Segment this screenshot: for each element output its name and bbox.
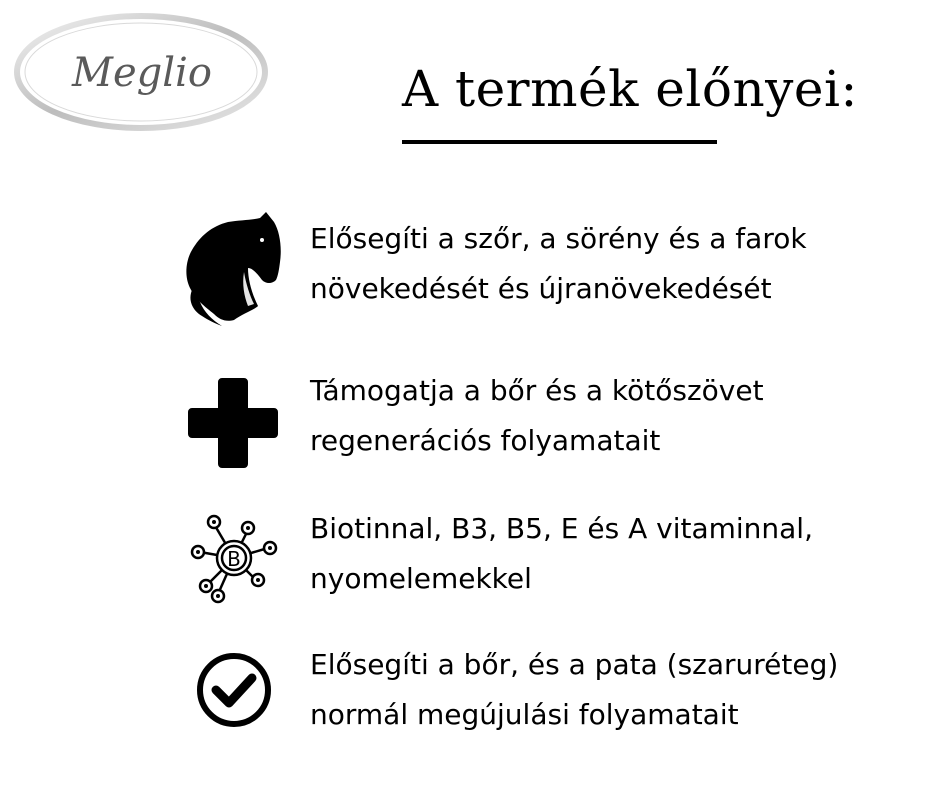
medical-cross-icon bbox=[182, 372, 292, 492]
page-title: A termék előnyei: bbox=[402, 60, 858, 118]
benefit-text bbox=[310, 640, 930, 740]
benefit-text bbox=[310, 366, 930, 466]
benefit-line: regenerációs folyamatait bbox=[310, 424, 661, 457]
benefit-line: nyomelemekkel bbox=[310, 562, 532, 595]
checkmark-circle-icon bbox=[182, 646, 292, 766]
benefit-line: Elősegíti a bőr, és a pata (szaruréteg) bbox=[310, 648, 839, 681]
benefit-text bbox=[310, 214, 930, 314]
benefit-line: növekedését és újranövekedését bbox=[310, 272, 772, 305]
vitamin-b-molecule-icon bbox=[182, 510, 292, 630]
svg-text:B: B bbox=[227, 547, 241, 571]
logo-text: Meglio bbox=[72, 50, 212, 96]
benefit-line: Támogatja a bőr és a kötőszövet bbox=[310, 374, 764, 407]
benefit-text bbox=[310, 504, 930, 604]
benefit-line: normál megújulási folyamatait bbox=[310, 698, 739, 731]
meglio-logo bbox=[12, 12, 270, 132]
benefit-line: Elősegíti a szőr, a sörény és a farok bbox=[310, 222, 807, 255]
horse-head-icon bbox=[182, 210, 292, 330]
benefit-line: Biotinnal, B3, B5, E és A vitaminnal, bbox=[310, 512, 813, 545]
title-underline bbox=[402, 140, 717, 144]
